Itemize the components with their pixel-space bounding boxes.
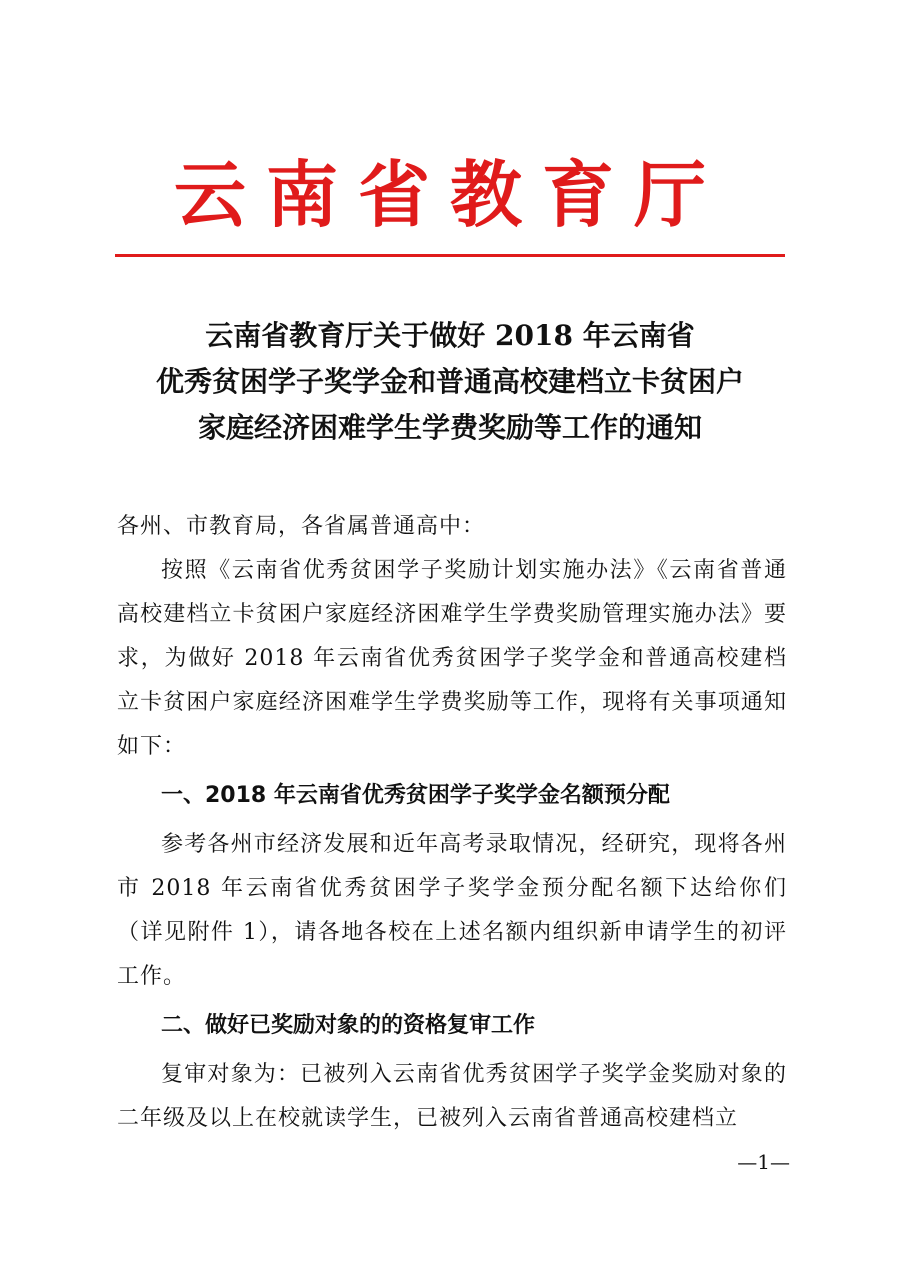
section-1-heading: 一、2018 年云南省优秀贫困学子奖学金名额预分配 bbox=[161, 783, 670, 808]
salutation: 各州、市教育局，各省属普通高中： bbox=[117, 514, 486, 539]
section-2-paragraph: 复审对象为：已被列入云南省优秀贫困学子奖学金奖励对象的二年级及以上在校就读学生，已被列入云南省普通高校建档立 bbox=[117, 1062, 787, 1131]
masthead-red-rule bbox=[115, 254, 785, 257]
page-number: —1— bbox=[737, 1150, 790, 1174]
document-title bbox=[100, 313, 800, 451]
masthead-title: 云南省教育厅 bbox=[173, 152, 726, 237]
document-title-line-3: 家庭经济困难学生学费奖励等工作的通知 bbox=[197, 411, 702, 444]
section-1-paragraph: 参考各州市经济发展和近年高考录取情况，经研究，现将各州市 2018 年云南省优秀贫困学子奖学金预分配名额下达给你们（详见附件 1），请各地各校在上述名额内组织新申请学生的初评工作。 bbox=[117, 832, 787, 989]
section-2-heading: 二、做好已奖励对象的的资格复审工作 bbox=[161, 1013, 536, 1038]
document-body bbox=[117, 505, 787, 1141]
document-title-line-1: 云南省教育厅关于做好 2018 年云南省 bbox=[205, 319, 695, 352]
document-title-line-2: 优秀贫困学子奖学金和普通高校建档立卡贫困户 bbox=[155, 365, 744, 398]
intro-paragraph: 按照《云南省优秀贫困学子奖励计划实施办法》《云南省普通高校建档立卡贫困户家庭经济困难学生学费奖励管理实施办法》要求，为做好 2018 年云南省优秀贫困学子奖学金和普通高校建档立卡贫困户家庭经济困难学生学费奖励等工作，现将有关事项通知如下： bbox=[117, 558, 787, 759]
